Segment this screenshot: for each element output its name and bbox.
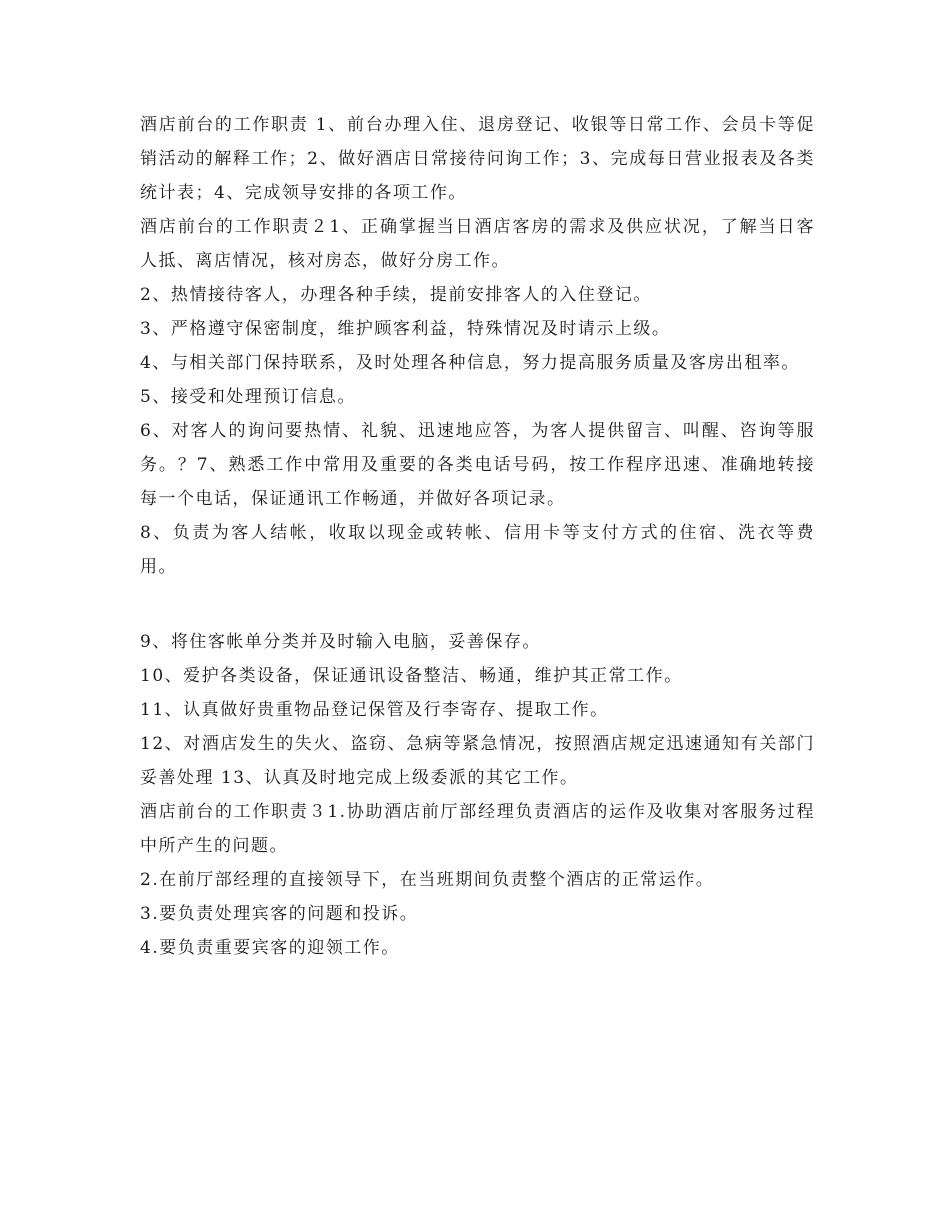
document-body [140, 108, 815, 965]
paragraph-duties-2-intro: 酒店前台的工作职责２1、正确掌握当日酒店客房的需求及供应状况，了解当日客人抵、离店情况，核对房态，做好分房工作。 [140, 217, 815, 271]
paragraph-item-9: 9、将住客帐单分类并及时输入电脑，妥善保存。 [140, 632, 541, 652]
paragraph-item-12-13: 12、对酒店发生的失火、盗窃、急病等紧急情况，按照酒店规定迅速通知有关部门妥善处理 13、认真及时地完成上级委派的其它工作。 [140, 734, 815, 788]
paragraph-duties-1: 酒店前台的工作职责 1、前台办理入住、退房登记、收银等日常工作、会员卡等促销活动的解释工作；2、做好酒店日常接待问询工作；3、完成每日营业报表及各类统计表；4、完成领导安排的各项工作。 [140, 115, 815, 203]
paragraph-item-2: 2、热情接待客人，办理各种手续，提前安排客人的入住登记。 [140, 285, 652, 305]
paragraph-duties-3-item-2: 2.在前厅部经理的直接领导下，在当班期间负责整个酒店的正常运作。 [140, 870, 715, 890]
paragraph-item-11: 11、认真做好贵重物品登记保管及行李寄存、提取工作。 [140, 700, 609, 720]
paragraph-item-3: 3、严格遵守保密制度，维护顾客利益，特殊情况及时请示上级。 [140, 319, 671, 339]
paragraph-item-10: 10、爱护各类设备，保证通讯设备整洁、畅通，维护其正常工作。 [140, 666, 683, 686]
paragraph-item-4: 4、与相关部门保持联系，及时处理各种信息，努力提高服务质量及客房出租率。 [140, 353, 800, 373]
paragraph-item-8: 8、负责为客人结帐，收取以现金或转帐、信用卡等支付方式的住宿、洗衣等费用。 [140, 523, 815, 577]
paragraph-duties-3-intro: 酒店前台的工作职责３1.协助酒店前厅部经理负责酒店的运作及收集对客服务过程中所产生的问题。 [140, 802, 815, 856]
paragraph-duties-3-item-4: 4.要负责重要宾客的迎领工作。 [140, 938, 400, 958]
paragraph-gap [140, 584, 815, 625]
paragraph-duties-3-item-3: 3.要负责处理宾客的问题和投诉。 [140, 904, 419, 924]
paragraph-item-6-7: 6、对客人的询问要热情、礼貌、迅速地应答，为客人提供留言、叫醒、咨询等服务。？7、熟悉工作中常用及重要的各类电话号码，按工作程序迅速、准确地转接每一个电话，保证通讯工作畅通，并做好各项记录。 [140, 421, 815, 509]
paragraph-item-5: 5、接受和处理预订信息。 [140, 387, 356, 407]
